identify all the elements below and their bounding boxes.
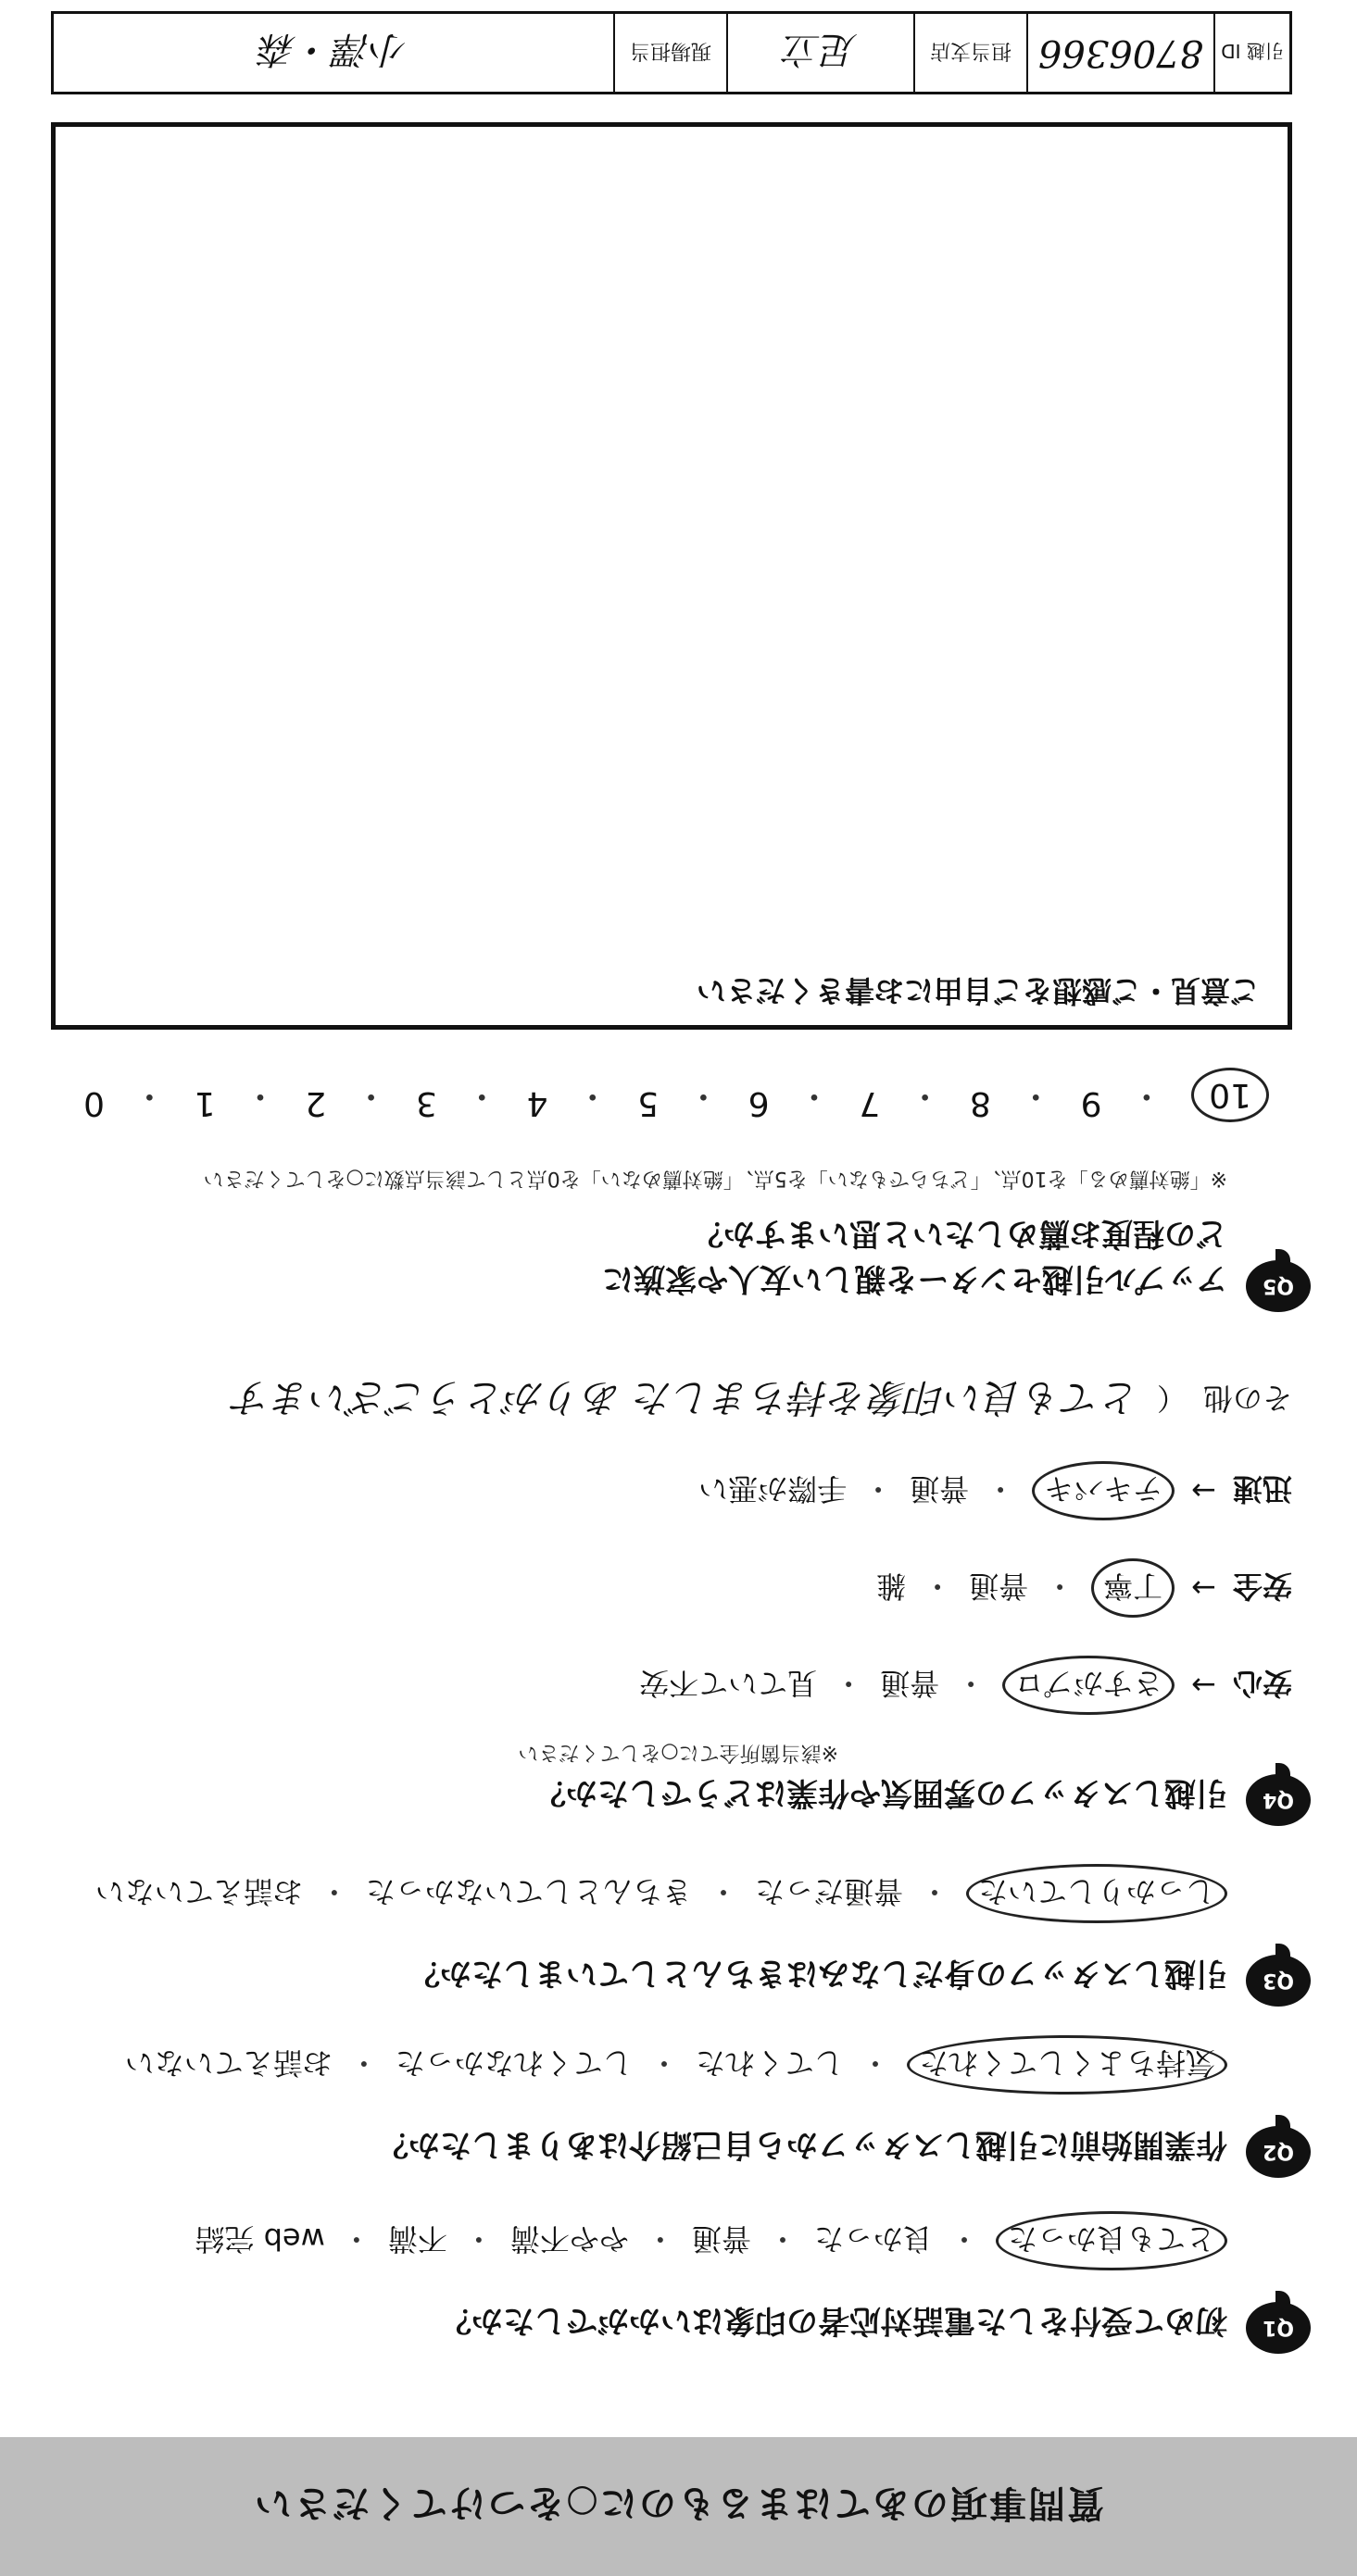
scale-option[interactable]: 0 <box>83 1084 105 1122</box>
q4-row-anzen: 安全 → 丁寧 ・ 普通 ・ 雑 <box>876 1558 1292 1618</box>
q4-option-selected[interactable]: さすがプロ <box>1002 1656 1175 1715</box>
q3-option-selected[interactable]: しっかりしていた <box>966 1864 1227 1923</box>
scale-option[interactable]: 6 <box>748 1084 770 1122</box>
scale-option[interactable]: 1 <box>194 1084 216 1122</box>
q4-badge: Q4 <box>1246 1774 1311 1826</box>
q4-row-anshin: 安心 → さすがプロ ・ 普通 ・ 見ていて不安 <box>639 1656 1292 1715</box>
q1-option[interactable]: web 完結 <box>195 2221 325 2257</box>
q4-option-selected[interactable]: テキパキ <box>1032 1461 1175 1520</box>
comments-box[interactable] <box>51 122 1292 1030</box>
q5-question-line1: アップル引越センターを親しい友人や家族に <box>602 1260 1227 1297</box>
instruction-text: 質問事項のあてはまるものに○をつけてください <box>253 2482 1104 2525</box>
id-value: 8706366 <box>1026 14 1213 92</box>
leader-label: 現場担当 <box>613 14 726 92</box>
q3-options: しっかりしていた ・ 普通だった ・ きちんとしていなかった ・ お話えていない <box>95 1864 1227 1923</box>
scale-option[interactable]: 8 <box>969 1084 991 1122</box>
q4-row-jinsoku: 迅速 → テキパキ ・ 普通 ・ 手際が悪い <box>698 1461 1292 1520</box>
q4-option[interactable]: 普通 <box>880 1666 940 1701</box>
q4-row-label: 迅速 <box>1232 1471 1292 1507</box>
q4-option[interactable]: 手際が悪い <box>698 1471 848 1507</box>
scale-option[interactable]: 2 <box>305 1084 327 1122</box>
q5-question-line2: どの程度お薦めしたいと思いますか？ <box>692 1215 1227 1252</box>
q2-option-selected[interactable]: 気持ちよくしてくれた <box>907 2035 1227 2095</box>
q4-question: 引越しスタッフの雰囲気や作業はどうでしたか？ <box>534 1774 1227 1811</box>
q4-other-handwritten[interactable]: とても良い印象を持ちました ありがとうございます <box>232 1375 1140 1420</box>
q2-question: 作業開始前に引越しスタッフから自己紹介はありましたか？ <box>377 2126 1227 2163</box>
leader-value: 小澤・森 <box>259 28 408 71</box>
q1-option[interactable]: やや不満 <box>509 2221 629 2257</box>
q4-row-label: 安全 <box>1232 1569 1292 1604</box>
q1-option-selected[interactable]: とても良かった <box>996 2211 1227 2270</box>
q1-option[interactable]: 普通 <box>691 2221 751 2257</box>
scale-option-selected[interactable]: 10 <box>1191 1068 1269 1122</box>
q2-options: 気持ちよくしてくれた ・ してくれた ・ してくれなかった ・ お話えていない <box>125 2035 1227 2095</box>
q4-other-label: その他 <box>1202 1381 1292 1416</box>
q4-note: ※該当箇所全てに○をしてください <box>518 1741 838 1764</box>
footer-table <box>51 11 1292 94</box>
scale-option[interactable]: 3 <box>415 1084 437 1122</box>
q4-option[interactable]: 普通 <box>969 1569 1029 1604</box>
id-label: 引越 ID <box>1213 14 1289 92</box>
q5-scale: 10 ・ 9 ・ 8 ・ 7 ・ 6 ・ 5 ・ 4 ・ 3 ・ 2 ・ 1 ・ 0 <box>83 1068 1269 1122</box>
q1-question: 初めて受付をした電話対応者の印象はいかがでしたか？ <box>440 2302 1227 2339</box>
scale-option[interactable]: 4 <box>526 1084 548 1122</box>
q5-note: ※「絶対薦める」を10点、「どちらでもない」を5点、「絶対薦めない」を0点として該当点数に○をしてください <box>203 1167 1227 1190</box>
q4-other <box>233 1372 1292 1428</box>
q3-question: 引越しスタッフの身だしなみはきちんとしていましたか？ <box>408 1955 1227 1992</box>
q3-option[interactable]: 普通だった <box>754 1874 903 1909</box>
q4-option[interactable]: 普通 <box>910 1471 970 1507</box>
q1-options: とても良かった ・ 良かった ・ 普通 ・ やや不満 ・ 不満 ・ web 完結 <box>195 2211 1227 2270</box>
branch-label: 担当支店 <box>913 14 1026 92</box>
instruction-banner <box>0 2437 1357 2576</box>
q2-option[interactable]: お話えていない <box>124 2045 333 2081</box>
q1-option[interactable]: 良かった <box>813 2221 933 2257</box>
q2-badge: Q2 <box>1246 2126 1311 2178</box>
q1-option[interactable]: 不満 <box>387 2221 447 2257</box>
q3-badge: Q3 <box>1246 1955 1311 2007</box>
arrow-icon: → <box>1191 1570 1216 1606</box>
q3-option[interactable]: お話えていない <box>94 1874 303 1909</box>
q4-option-selected[interactable]: 丁寧 <box>1091 1558 1175 1618</box>
q3-option[interactable]: きちんとしていなかった <box>365 1874 692 1909</box>
q4-other-paren: （ <box>1156 1381 1187 1416</box>
scale-option[interactable]: 7 <box>859 1084 881 1122</box>
arrow-icon: → <box>1191 1473 1216 1508</box>
q2-option[interactable]: してくれなかった <box>395 2045 633 2081</box>
q2-option[interactable]: してくれた <box>695 2045 844 2081</box>
comments-title: ご意見・ご感想をご自由にお書きください <box>696 973 1260 1008</box>
q4-option[interactable]: 雑 <box>876 1569 907 1604</box>
scale-option[interactable]: 5 <box>637 1084 660 1122</box>
q5-badge: Q5 <box>1246 1260 1311 1312</box>
branch-value: 足立 <box>726 14 913 92</box>
q4-row-label: 安心 <box>1232 1666 1292 1701</box>
scale-option[interactable]: 9 <box>1080 1084 1102 1122</box>
q4-option[interactable]: 見ていて不安 <box>639 1666 818 1701</box>
q1-badge: Q1 <box>1246 2302 1311 2354</box>
arrow-icon: → <box>1191 1668 1216 1703</box>
